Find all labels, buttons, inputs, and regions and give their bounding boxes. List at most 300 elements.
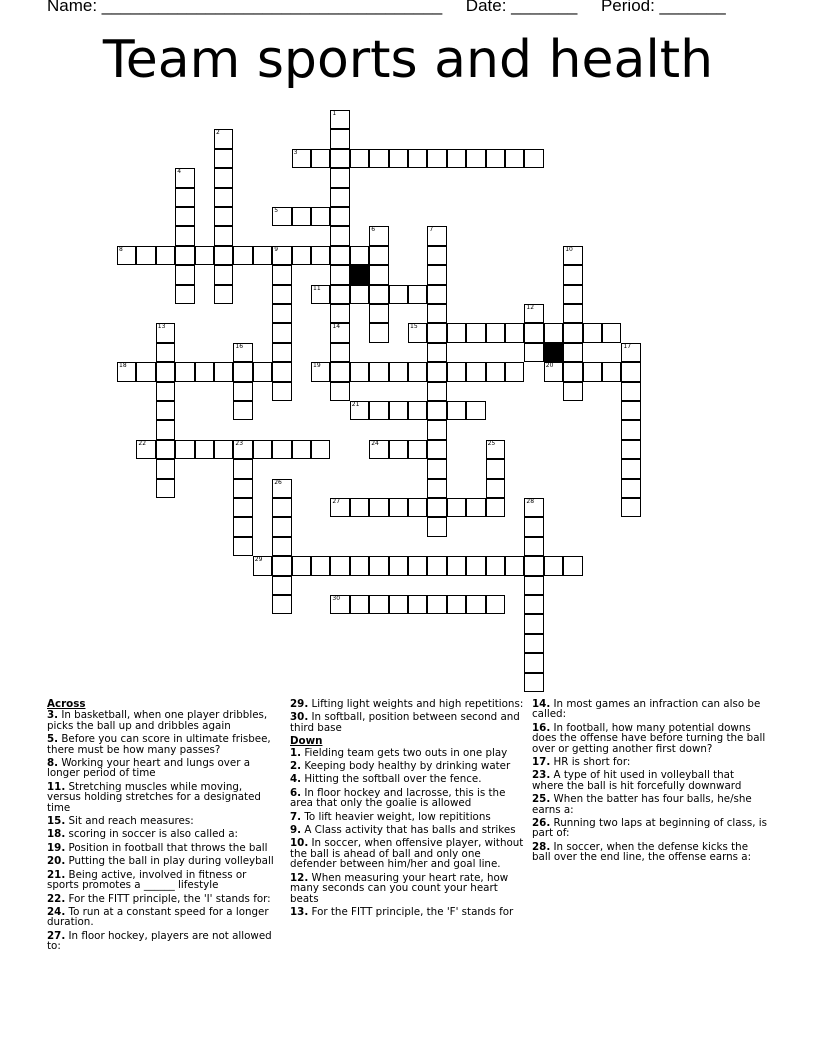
clue-number-label: 7. xyxy=(290,810,302,823)
grid-cell[interactable] xyxy=(524,614,543,633)
grid-cell[interactable] xyxy=(233,517,252,536)
grid-cell[interactable] xyxy=(330,595,349,614)
grid-cell[interactable] xyxy=(369,595,388,614)
grid-cell[interactable] xyxy=(524,323,543,342)
clue-text: Sit and reach measures: xyxy=(65,815,194,828)
grid-cell[interactable] xyxy=(505,556,524,575)
grid-cell[interactable] xyxy=(427,362,446,381)
grid-cell[interactable] xyxy=(563,323,582,342)
clue-number-label: 17. xyxy=(532,756,551,769)
clue-number-label: 20. xyxy=(47,855,66,868)
grid-cell[interactable] xyxy=(427,323,446,342)
grid-cell[interactable] xyxy=(272,498,291,517)
grid-cell[interactable] xyxy=(233,401,252,420)
grid-cell[interactable] xyxy=(544,556,563,575)
grid-cell[interactable] xyxy=(330,343,349,362)
clue-item xyxy=(532,723,768,754)
clue-text: Running two laps at beginning of class, is part of: xyxy=(532,817,768,840)
grid-cell[interactable] xyxy=(272,304,291,323)
grid-cell[interactable] xyxy=(524,673,543,692)
clue-number: 25 xyxy=(487,439,496,447)
grid-cell[interactable] xyxy=(389,149,408,168)
clue-item xyxy=(47,758,277,779)
grid-cell[interactable] xyxy=(427,556,446,575)
grid-cell[interactable] xyxy=(175,207,194,226)
grid-cell[interactable] xyxy=(156,440,175,459)
grid-cell[interactable] xyxy=(466,149,485,168)
clue-number-label: 24. xyxy=(47,905,66,918)
grid-cell[interactable] xyxy=(505,362,524,381)
black-cell xyxy=(350,265,369,284)
grid-cell[interactable] xyxy=(311,285,330,304)
grid-cell[interactable] xyxy=(486,440,505,459)
clue-number-label: 13. xyxy=(290,905,309,918)
grid-cell[interactable] xyxy=(214,168,233,187)
grid-cell[interactable] xyxy=(486,556,505,575)
grid-cell[interactable] xyxy=(408,498,427,517)
clue-text: To lift heavier weight, low repititions xyxy=(301,810,491,823)
grid-cell[interactable] xyxy=(214,226,233,245)
grid-cell[interactable] xyxy=(350,246,369,265)
grid-cell[interactable] xyxy=(369,246,388,265)
grid-cell[interactable] xyxy=(233,246,252,265)
grid-cell[interactable] xyxy=(253,246,272,265)
grid-cell[interactable] xyxy=(311,246,330,265)
clue-item xyxy=(47,907,277,928)
grid-cell[interactable] xyxy=(621,440,640,459)
clue-text: In floor hockey and lacrosse, this is the area that only the goalie is allowed xyxy=(290,786,506,810)
clue-text: In football, how many potential downs does the offense have before turning the ball over or getting another first down? xyxy=(532,721,766,755)
clue-text: Before you can score in ultimate frisbee, there must be how many passes? xyxy=(47,733,271,756)
grid-cell[interactable] xyxy=(330,246,349,265)
grid-cell[interactable] xyxy=(369,226,388,245)
grid-cell[interactable] xyxy=(233,440,252,459)
name-field[interactable]: Name: ____________________________________ xyxy=(47,0,443,15)
grid-cell[interactable] xyxy=(427,459,446,478)
grid-cell[interactable] xyxy=(447,323,466,342)
clue-text: In softball, position between second and third base xyxy=(290,711,520,734)
clue-number-label: 14. xyxy=(532,698,551,710)
grid-cell[interactable] xyxy=(330,323,349,342)
grid-cell[interactable] xyxy=(330,304,349,323)
grid-cell[interactable] xyxy=(466,323,485,342)
grid-cell[interactable] xyxy=(427,440,446,459)
grid-cell[interactable] xyxy=(447,556,466,575)
clue-number: 2 xyxy=(216,129,220,137)
clue-item xyxy=(290,748,526,758)
grid-cell[interactable] xyxy=(272,556,291,575)
grid-cell[interactable] xyxy=(427,304,446,323)
clue-text: A type of hit used in volleyball that where the ball is hit forcefully downward xyxy=(532,769,742,792)
grid-cell[interactable] xyxy=(175,265,194,284)
grid-cell[interactable] xyxy=(408,149,427,168)
grid-cell[interactable] xyxy=(369,285,388,304)
clue-text: When measuring your heart rate, how many seconds can you count your heart beats xyxy=(290,871,509,905)
clue-text: In most games an infraction can also be called: xyxy=(532,698,761,721)
grid-cell[interactable] xyxy=(156,246,175,265)
grid-cell[interactable] xyxy=(330,265,349,284)
grid-cell[interactable] xyxy=(621,498,640,517)
grid-cell[interactable] xyxy=(544,362,563,381)
grid-cell[interactable] xyxy=(427,246,446,265)
grid-cell[interactable] xyxy=(272,537,291,556)
date-field[interactable]: Date: _______ xyxy=(465,0,578,15)
grid-cell[interactable] xyxy=(389,556,408,575)
clue-number: 1 xyxy=(332,110,337,117)
grid-cell[interactable] xyxy=(292,246,311,265)
grid-cell[interactable] xyxy=(389,440,408,459)
grid-cell[interactable] xyxy=(272,265,291,284)
grid-cell[interactable] xyxy=(389,595,408,614)
grid-cell[interactable] xyxy=(214,246,233,265)
grid-cell[interactable] xyxy=(369,362,388,381)
grid-cell[interactable] xyxy=(602,323,621,342)
grid-cell[interactable] xyxy=(563,343,582,362)
grid-cell[interactable] xyxy=(253,556,272,575)
grid-cell[interactable] xyxy=(524,556,543,575)
clue-number: 10 xyxy=(565,245,573,253)
grid-cell[interactable] xyxy=(563,285,582,304)
grid-cell[interactable] xyxy=(292,207,311,226)
grid-cell[interactable] xyxy=(233,498,252,517)
grid-cell[interactable] xyxy=(233,343,252,362)
clue-number-label: 16. xyxy=(532,721,551,734)
grid-cell[interactable] xyxy=(447,362,466,381)
grid-cell[interactable] xyxy=(311,362,330,381)
grid-cell[interactable] xyxy=(486,459,505,478)
grid-cell[interactable] xyxy=(292,149,311,168)
grid-cell[interactable] xyxy=(563,362,582,381)
grid-cell[interactable] xyxy=(369,323,388,342)
clue-item xyxy=(47,894,277,904)
clue-number: 6 xyxy=(371,226,376,234)
page-title: Team sports and health xyxy=(102,30,714,90)
grid-cell[interactable] xyxy=(505,323,524,342)
grid-cell[interactable] xyxy=(524,653,543,672)
grid-cell[interactable] xyxy=(272,362,291,381)
grid-cell[interactable] xyxy=(272,246,291,265)
grid-cell[interactable] xyxy=(602,362,621,381)
grid-cell[interactable] xyxy=(311,556,330,575)
grid-cell[interactable] xyxy=(117,246,136,265)
clue-item xyxy=(290,788,526,809)
clue-item xyxy=(290,761,526,771)
grid-cell[interactable] xyxy=(389,285,408,304)
clues-column-3 xyxy=(532,699,768,866)
grid-cell[interactable] xyxy=(621,479,640,498)
grid-cell[interactable] xyxy=(233,362,252,381)
grid-cell[interactable] xyxy=(117,362,136,381)
grid-cell[interactable] xyxy=(486,498,505,517)
grid-cell[interactable] xyxy=(466,595,485,614)
grid-cell[interactable] xyxy=(156,401,175,420)
clue-text: In floor hockey, players are not allowed to: xyxy=(47,929,272,953)
clue-text: Position in football that throws the ball xyxy=(65,841,268,854)
grid-cell[interactable] xyxy=(563,265,582,284)
grid-cell[interactable] xyxy=(156,382,175,401)
grid-cell[interactable] xyxy=(272,285,291,304)
clue-number: 20 xyxy=(545,362,554,370)
grid-cell[interactable] xyxy=(369,304,388,323)
grid-cell[interactable] xyxy=(369,498,388,517)
clue-item xyxy=(47,931,277,952)
grid-cell[interactable] xyxy=(214,207,233,226)
grid-cell[interactable] xyxy=(156,323,175,342)
grid-cell[interactable] xyxy=(330,498,349,517)
grid-cell[interactable] xyxy=(156,479,175,498)
grid-cell[interactable] xyxy=(136,246,155,265)
grid-cell[interactable] xyxy=(447,149,466,168)
clue-text: Keeping body healthy by drinking water xyxy=(301,760,511,773)
grid-cell[interactable] xyxy=(214,265,233,284)
grid-cell[interactable] xyxy=(427,517,446,536)
grid-cell[interactable] xyxy=(524,304,543,323)
grid-cell[interactable] xyxy=(524,595,543,614)
grid-cell[interactable] xyxy=(350,498,369,517)
clue-item xyxy=(290,873,526,904)
clue-text: Stretching muscles while moving, versus holding stretches for a designated time xyxy=(47,780,261,814)
grid-cell[interactable] xyxy=(136,362,155,381)
grid-cell[interactable] xyxy=(369,556,388,575)
clue-number-label: 15. xyxy=(47,815,66,828)
grid-cell[interactable] xyxy=(214,149,233,168)
clue-item xyxy=(290,812,526,822)
grid-cell[interactable] xyxy=(311,440,330,459)
clue-number: 28 xyxy=(526,498,535,505)
grid-cell[interactable] xyxy=(621,401,640,420)
grid-cell[interactable] xyxy=(408,362,427,381)
clue-number: 19 xyxy=(313,362,321,370)
grid-cell[interactable] xyxy=(330,207,349,226)
grid-cell[interactable] xyxy=(175,285,194,304)
grid-cell[interactable] xyxy=(233,459,252,478)
grid-cell[interactable] xyxy=(544,323,563,342)
grid-cell[interactable] xyxy=(272,440,291,459)
clue-text: In basketball, when one player dribbles, picks the ball up and dribbles again xyxy=(47,709,268,732)
grid-cell[interactable] xyxy=(311,207,330,226)
grid-cell[interactable] xyxy=(427,479,446,498)
clue-text: Putting the ball in play during volleyball xyxy=(65,855,274,868)
grid-cell[interactable] xyxy=(427,149,446,168)
grid-cell[interactable] xyxy=(350,285,369,304)
grid-cell[interactable] xyxy=(330,188,349,207)
grid-cell[interactable] xyxy=(427,265,446,284)
grid-cell[interactable] xyxy=(214,440,233,459)
clue-number-label: 27. xyxy=(47,929,66,942)
grid-cell[interactable] xyxy=(195,362,214,381)
grid-cell[interactable] xyxy=(505,149,524,168)
clue-text: Hitting the softball over the fence. xyxy=(301,773,482,786)
grid-cell[interactable] xyxy=(233,382,252,401)
grid-cell[interactable] xyxy=(330,382,349,401)
grid-cell[interactable] xyxy=(524,634,543,653)
grid-cell[interactable] xyxy=(524,517,543,536)
clue-number: 18 xyxy=(119,362,127,370)
grid-cell[interactable] xyxy=(330,556,349,575)
grid-cell[interactable] xyxy=(583,362,602,381)
grid-cell[interactable] xyxy=(486,323,505,342)
grid-cell[interactable] xyxy=(311,149,330,168)
grid-cell[interactable] xyxy=(350,362,369,381)
grid-cell[interactable] xyxy=(156,459,175,478)
grid-cell[interactable] xyxy=(408,440,427,459)
grid-cell[interactable] xyxy=(621,343,640,362)
grid-cell[interactable] xyxy=(369,401,388,420)
clue-number-label: 18. xyxy=(47,828,66,841)
grid-cell[interactable] xyxy=(195,246,214,265)
grid-cell[interactable] xyxy=(389,498,408,517)
grid-cell[interactable] xyxy=(408,401,427,420)
grid-cell[interactable] xyxy=(369,440,388,459)
grid-cell[interactable] xyxy=(486,595,505,614)
grid-cell[interactable] xyxy=(214,285,233,304)
grid-cell[interactable] xyxy=(292,440,311,459)
grid-cell[interactable] xyxy=(524,537,543,556)
grid-cell[interactable] xyxy=(195,440,214,459)
grid-cell[interactable] xyxy=(486,149,505,168)
grid-cell[interactable] xyxy=(136,440,155,459)
clue-item xyxy=(47,710,277,731)
clue-item xyxy=(47,734,277,755)
grid-cell[interactable] xyxy=(253,362,272,381)
grid-cell[interactable] xyxy=(563,246,582,265)
grid-cell[interactable] xyxy=(408,285,427,304)
clue-number-label: 2. xyxy=(290,760,302,773)
grid-cell[interactable] xyxy=(272,517,291,536)
grid-cell[interactable] xyxy=(563,556,582,575)
clues-column-1 xyxy=(47,699,277,955)
grid-cell[interactable] xyxy=(175,168,194,187)
grid-cell[interactable] xyxy=(621,459,640,478)
clue-item xyxy=(532,757,768,767)
grid-cell[interactable] xyxy=(389,362,408,381)
grid-cell[interactable] xyxy=(466,362,485,381)
grid-cell[interactable] xyxy=(466,556,485,575)
grid-cell[interactable] xyxy=(486,362,505,381)
clue-item xyxy=(290,825,526,835)
clue-text: scoring in soccer is also called a: xyxy=(65,828,238,841)
grid-cell[interactable] xyxy=(427,382,446,401)
grid-cell[interactable] xyxy=(272,576,291,595)
grid-cell[interactable] xyxy=(427,285,446,304)
grid-cell[interactable] xyxy=(272,382,291,401)
grid-cell[interactable] xyxy=(427,420,446,439)
clue-number-label: 19. xyxy=(47,841,66,854)
grid-cell[interactable] xyxy=(233,479,252,498)
grid-cell[interactable] xyxy=(563,382,582,401)
grid-cell[interactable] xyxy=(330,168,349,187)
clue-number: 16 xyxy=(235,342,244,350)
grid-cell[interactable] xyxy=(408,556,427,575)
clues-column-2 xyxy=(290,699,526,920)
grid-cell[interactable] xyxy=(350,595,369,614)
grid-cell[interactable] xyxy=(447,595,466,614)
grid-cell[interactable] xyxy=(272,479,291,498)
grid-cell[interactable] xyxy=(524,498,543,517)
clue-number: 7 xyxy=(429,226,434,234)
grid-cell[interactable] xyxy=(524,149,543,168)
clue-number-label: 25. xyxy=(532,793,551,806)
clue-number-label: 12. xyxy=(290,871,309,884)
grid-cell[interactable] xyxy=(330,362,349,381)
grid-cell[interactable] xyxy=(272,343,291,362)
clue-item xyxy=(290,712,526,733)
clue-item xyxy=(532,794,768,815)
grid-cell[interactable] xyxy=(330,110,349,129)
grid-cell[interactable] xyxy=(427,226,446,245)
grid-cell[interactable] xyxy=(214,362,233,381)
grid-cell[interactable] xyxy=(214,188,233,207)
grid-cell[interactable] xyxy=(175,246,194,265)
grid-cell[interactable] xyxy=(330,226,349,245)
grid-cell[interactable] xyxy=(524,343,543,362)
grid-cell[interactable] xyxy=(156,420,175,439)
clue-number-label: 30. xyxy=(290,711,309,724)
grid-cell[interactable] xyxy=(563,304,582,323)
grid-cell[interactable] xyxy=(447,401,466,420)
grid-cell[interactable] xyxy=(524,576,543,595)
grid-cell[interactable] xyxy=(272,207,291,226)
grid-cell[interactable] xyxy=(330,285,349,304)
clue-number-label: 8. xyxy=(47,757,59,770)
clue-number-label: 6. xyxy=(290,786,302,799)
grid-cell[interactable] xyxy=(486,479,505,498)
grid-cell[interactable] xyxy=(253,440,272,459)
grid-cell[interactable] xyxy=(272,323,291,342)
grid-cell[interactable] xyxy=(369,149,388,168)
grid-cell[interactable] xyxy=(408,323,427,342)
clue-number-label: 22. xyxy=(47,892,66,905)
grid-cell[interactable] xyxy=(175,188,194,207)
period-field[interactable]: Period: _______ xyxy=(600,0,726,15)
grid-cell[interactable] xyxy=(330,149,349,168)
clue-number-label: 11. xyxy=(47,780,66,793)
grid-cell[interactable] xyxy=(427,498,446,517)
grid-cell[interactable] xyxy=(466,401,485,420)
clue-number-label: 9. xyxy=(290,824,302,837)
grid-cell[interactable] xyxy=(350,149,369,168)
grid-cell[interactable] xyxy=(175,440,194,459)
clue-number-label: 28. xyxy=(532,840,551,853)
grid-cell[interactable] xyxy=(621,382,640,401)
clue-item xyxy=(290,774,526,784)
grid-cell[interactable] xyxy=(466,498,485,517)
grid-cell[interactable] xyxy=(350,556,369,575)
grid-cell[interactable] xyxy=(175,226,194,245)
grid-cell[interactable] xyxy=(427,343,446,362)
grid-cell[interactable] xyxy=(272,595,291,614)
grid-cell[interactable] xyxy=(350,401,369,420)
grid-cell[interactable] xyxy=(621,362,640,381)
grid-cell[interactable] xyxy=(330,129,349,148)
grid-cell[interactable] xyxy=(427,595,446,614)
grid-cell[interactable] xyxy=(389,401,408,420)
grid-cell[interactable] xyxy=(156,362,175,381)
clue-number-label: 21. xyxy=(47,868,66,881)
grid-cell[interactable] xyxy=(214,129,233,148)
grid-cell[interactable] xyxy=(427,401,446,420)
grid-cell[interactable] xyxy=(369,265,388,284)
grid-cell[interactable] xyxy=(583,323,602,342)
grid-cell[interactable] xyxy=(175,362,194,381)
grid-cell[interactable] xyxy=(233,537,252,556)
grid-cell[interactable] xyxy=(292,556,311,575)
grid-cell[interactable] xyxy=(621,420,640,439)
grid-cell[interactable] xyxy=(408,595,427,614)
clue-number: 27 xyxy=(332,498,341,505)
grid-cell[interactable] xyxy=(447,498,466,517)
grid-cell[interactable] xyxy=(156,343,175,362)
